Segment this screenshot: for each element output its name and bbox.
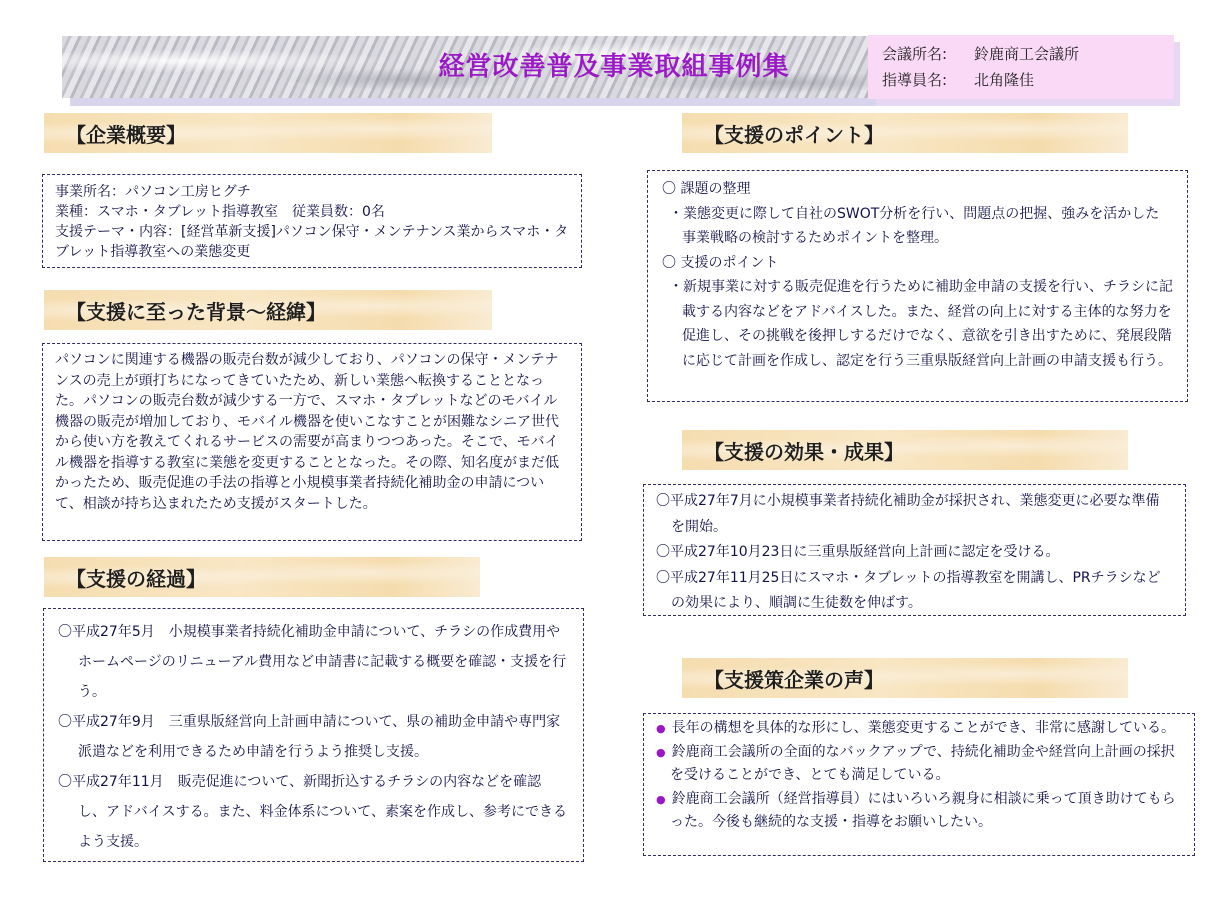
points-subheading: 〇 課題の整理 xyxy=(662,181,751,197)
overview-line: 支援テーマ・内容：[経営革新支援]パソコン保守・メンテナンス業からスマホ・タブレット指導教室への業態変更 xyxy=(55,224,569,260)
points-text: ・業態変更に際して自社のSWOT分析を行い、問題点の把握、強みを活かした事業戦略の検討するためポイントを整理。 xyxy=(669,205,1160,246)
points-box xyxy=(647,170,1188,402)
section-heading-results: 【支援の効果・成果】 xyxy=(682,430,1128,470)
points-text: ・新規事業に対する販売促進を行うために補助金申請の支援を行い、チラシに記載する内容などをアドバイスした。また、経営の向上に対する主体的な努力を促進し、その挑戦を後押しするだけでなく、意欲を引き出すために、発展段階に応じて計画を作成し、認定を行う三重県版経営向上計画の申請支援も行う。 xyxy=(669,279,1173,369)
section-heading-process: 【支援の経過】 xyxy=(44,557,480,597)
overview-box xyxy=(42,174,582,268)
overview-line: 事業所名：パソコン工房ヒグチ xyxy=(55,184,251,200)
results-item: 〇平成27年10月23日に三重県版経営向上計画に認定を受ける。 xyxy=(656,544,1060,560)
voice-text: 鈴鹿商工会議所の全面的なバックアップで、持続化補助金や経営向上計画の採択を受けることができ、とても満足している。 xyxy=(670,743,1175,783)
header-banner-shadow xyxy=(70,98,882,106)
background-box xyxy=(42,343,582,541)
info-label: 指導員名: xyxy=(882,71,948,89)
results-box xyxy=(643,484,1186,616)
info-row-advisor xyxy=(882,67,1160,93)
info-value: 鈴鹿商工会議所 xyxy=(974,45,1080,63)
section-heading-overview: 【企業概要】 xyxy=(44,113,492,153)
voice-box xyxy=(643,713,1195,856)
page-title: 経営改善普及事業取組事例集 xyxy=(438,51,790,82)
section-heading-voice: 【支援策企業の声】 xyxy=(682,658,1128,698)
voice-item xyxy=(656,788,1182,835)
info-row-chamber xyxy=(882,41,1160,67)
process-item: 〇平成27年11月 販売促進について、新聞折込するチラシの内容などを確認し、アドバイスする。また、料金体系について、素案を作成し、参考にできるよう支援。 xyxy=(58,774,568,850)
bullet-icon: ● xyxy=(656,792,666,806)
process-box xyxy=(43,608,584,862)
points-subheading: 〇 支援のポイント xyxy=(662,254,779,271)
results-item: 〇平成27年11月25日にスマホ・タブレットの指導教室を開講し、PRチラシなどの効果により、順調に生徒数を伸ばす。 xyxy=(656,569,1161,611)
voice-text: 鈴鹿商工会議所（経営指導員）にはいろいろ親身に相談に乗って頂き助けてもらった。今後も継続的な支援・指導をお願いしたい。 xyxy=(670,790,1176,830)
info-box xyxy=(868,35,1174,99)
overview-line: 業種：スマホ・タブレット指導教室 従業員数：0名 xyxy=(55,204,385,220)
bullet-icon: ● xyxy=(656,745,666,759)
process-item: 〇平成27年9月 三重県版経営向上計画申請について、県の補助金申請や専門家派遣などを利用できるため申請を行うよう推奨し支援。 xyxy=(58,714,561,760)
info-value: 北角隆佳 xyxy=(974,71,1035,89)
results-item: 〇平成27年7月に小規模事業者持続化補助金が採択され、業態変更に必要な準備を開始。 xyxy=(656,493,1160,535)
bullet-icon: ● xyxy=(656,722,666,735)
process-item: 〇平成27年5月 小規模事業者持続化補助金申請について、チラシの作成費用やホームページのリニューアル費用など申請書に記載する概要を確認・支援を行う。 xyxy=(58,624,567,700)
voice-item xyxy=(656,717,1182,741)
voice-item xyxy=(656,741,1182,788)
section-heading-points: 【支援のポイント】 xyxy=(682,113,1128,153)
section-heading-background: 【支援に至った背景～経緯】 xyxy=(44,290,492,330)
voice-text: 長年の構想を具体的な形にし、業態変更することができ、非常に感謝している。 xyxy=(671,720,1176,736)
background-text: パソコンに関連する機器の販売台数が減少しており、パソコンの保守・メンテナンスの売上が頭打ちになってきていたため、新しい業態へ転換することとなった。パソコンの販売台数が減少する一方で、スマホ・タブレットなどのモバイル機器の販売が増加しており、モバイル機器を使いこなすことが困難なシニア世代から使い方を教えてくれるサービスの需要が高まりつつあった。そこで、モバイル機器を指導する教室に業態を変更することとなった。その際、知名度がまだ低かったため、販売促進の手法の指導と小規模事業者持続化補助金の申請について、相談が持ち込まれたため支援がスタートした。 xyxy=(55,352,559,512)
info-label: 会議所名: xyxy=(882,45,948,63)
